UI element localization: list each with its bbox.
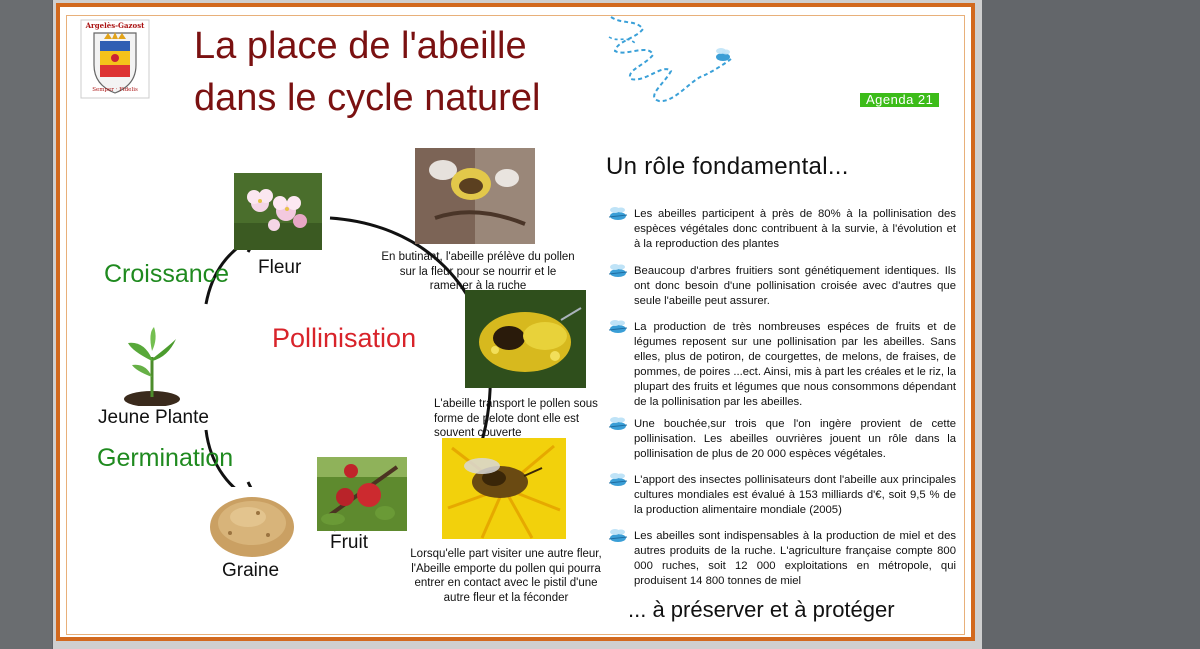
logo-top-text: Argelès-Gazost — [85, 21, 145, 30]
bullet-text: Les abeilles sont indispensables à la production de miel et des autres produits de la ruche. L'agriculture française compte 800 000 ruches, soit 12 000 exploitations en métropole, qui produisent 14 800 tonnes de miel — [634, 530, 956, 587]
poster-title-line-1: La place de l'abeille — [194, 25, 527, 67]
bullet-text: Les abeilles participent à près de 80% à la pollinisation des espèces végétales donc contribuent à la survie, à l'évolution et à la reproduction des plantes — [634, 208, 956, 250]
node-fleur: Fleur — [258, 257, 302, 278]
bee-bullet-icon — [606, 318, 630, 336]
bee-on-catkin-photo — [415, 148, 535, 244]
bee-bullet-icon — [606, 471, 630, 489]
list-item — [606, 529, 956, 589]
bullet-text: Beaucoup d'arbres fruitiers sont génétiquement identiques. Ils ont donc besoin d'une pollinisation croisée avec d'autres que seule l'abeille peut assurer. — [634, 265, 956, 307]
stage-germination: Germination — [97, 444, 234, 472]
seeds-photo — [208, 487, 296, 559]
bullet-text: L'apport des insectes pollinisateurs dont l'abeille aux principales cultures mondiales est évalué à 153 milliards d'€, soit 9,5 % de la production alimentaire mondiale (2005) — [634, 474, 956, 516]
bee-bullet-icon — [606, 262, 630, 280]
bullet-text: La production de très nombreuses espéces de fruits et de légumes reposent sur une pollinisation par les abeilles. Sans elles, plus de potiron, de courgettes, de melons, de fraises, de pommes, de poires ...ect. Ainsi, mis à part les créales et le riz, la plupart des fruits et légumes que nous consommons dépendant de la pollinisation par les abeilles. — [634, 321, 956, 408]
list-item — [606, 320, 956, 410]
node-fruit: Fruit — [330, 532, 368, 553]
list-item — [606, 473, 956, 518]
viewer-left-margin — [0, 0, 52, 649]
stage-croissance: Croissance — [104, 260, 230, 288]
bee-bullet-icon — [606, 527, 630, 545]
list-item — [606, 207, 956, 252]
young-plant-photo — [120, 321, 180, 406]
footer-slogan: ... à préserver et à protéger — [628, 597, 895, 622]
fruit-photo — [317, 457, 407, 531]
viewer-right-margin — [982, 0, 1200, 649]
stage-pollinisation: Pollinisation — [272, 323, 417, 353]
bee-flight-path-illustration — [605, 13, 745, 123]
pollen-covered-bee-photo — [465, 290, 586, 388]
poster-frame — [56, 3, 975, 641]
caption-visite: Lorsqu'elle part visiter une autre fleur, l'Abeille emporte du pollen qui pourra entrer en contact avec le pistil d'une autre fleur et la féconder — [410, 548, 602, 604]
caption-butinant: En butinant, l'abeille prélève du pollen sur la fleur pour se nourrir et le ramener à la ruche — [381, 251, 575, 292]
town-logo — [80, 19, 150, 99]
logo-bottom-text: Semper · Fidelis — [92, 87, 138, 93]
bee-on-dandelion-photo — [442, 438, 566, 539]
list-item — [606, 264, 956, 309]
bullet-text: Une bouchée,sur trois que l'on ingère provient de cette pollinisation. Les abeilles ouvrières jouent un rôle dans la pollinisation de plus de 20 000 espèces végétales. — [634, 418, 956, 460]
bullet-list — [606, 207, 956, 597]
list-item — [606, 417, 956, 462]
bee-bullet-icon — [606, 205, 630, 223]
node-jeune-plante: Jeune Plante — [98, 407, 209, 428]
bee-bullet-icon — [606, 415, 630, 433]
poster-title-line-2: dans le cycle naturel — [194, 77, 541, 119]
poster-page — [53, 0, 982, 649]
agenda-21-badge: Agenda 21 — [860, 93, 939, 107]
flower-photo — [234, 173, 322, 250]
caption-transport: L'abeille transport le pollen sous forme de pelote dont elle est souvent couverte — [434, 398, 598, 439]
node-graine: Graine — [222, 560, 280, 581]
right-section-title: Un rôle fondamental... — [606, 153, 849, 180]
